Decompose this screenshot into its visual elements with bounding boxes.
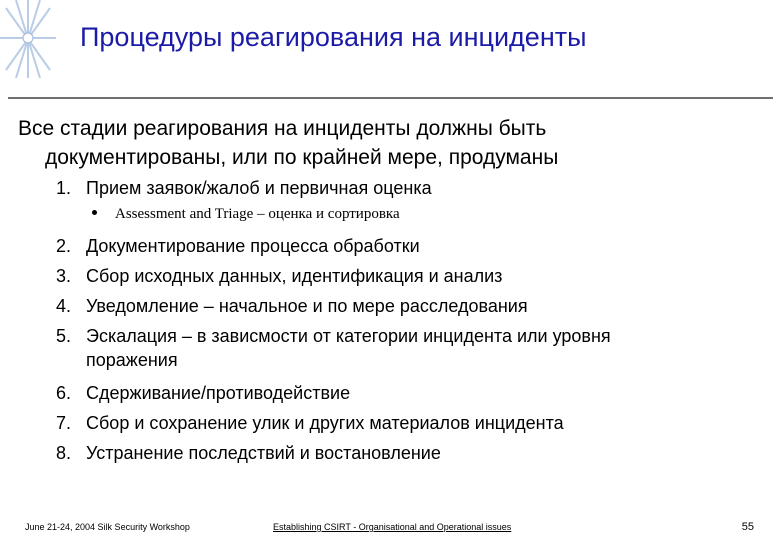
intro-line-1: Все стадии реагирования на инциденты должны быть <box>18 117 547 140</box>
list-item-text: Сдерживание/противодействие <box>86 383 351 403</box>
list-item-text: Устранение последствий и востановление <box>86 443 441 463</box>
list-item-number: 2. <box>56 236 72 256</box>
intro-text <box>18 114 758 172</box>
list-item-text-continuation: поражения <box>86 350 178 370</box>
list-item-6 <box>56 381 350 405</box>
title-divider <box>8 97 773 99</box>
list-item-number: 5. <box>56 326 72 346</box>
list-item-number: 3. <box>56 266 72 286</box>
list-item-text: Документирование процесса обработки <box>86 236 420 256</box>
list-item-number: 1. <box>56 178 72 198</box>
list-item-5 <box>56 324 611 372</box>
list-item-7 <box>56 411 564 435</box>
star-burst-icon <box>0 0 56 80</box>
list-item-number: 6. <box>56 383 72 403</box>
page-number: 55 <box>741 521 754 533</box>
list-item-number: 7. <box>56 413 72 433</box>
list-item-text: Уведомление – начальное и по мере расследования <box>86 296 528 316</box>
list-item-number: 4. <box>56 296 72 316</box>
list-item-1 <box>56 176 432 200</box>
footer-title-text: Establishing CSIRT - Organisational and Operational issues <box>273 522 512 532</box>
slide-title: Процедуры реагирования на инциденты <box>80 22 587 52</box>
sub-list-item <box>92 206 400 223</box>
bullet-dot-icon <box>92 210 97 215</box>
intro-line-2: документированы, или по крайней мере, продуманы <box>45 146 559 169</box>
footer-title <box>273 522 511 532</box>
list-item-number: 8. <box>56 443 72 463</box>
sub-list-item-text: Assessment and Triage – оценка и сортировка <box>115 206 400 222</box>
list-item-4 <box>56 294 528 318</box>
list-item-8 <box>56 441 441 465</box>
footer-event: June 21-24, 2004 Silk Security Workshop <box>25 522 190 532</box>
list-item-text: Сбор исходных данных, идентификация и анализ <box>86 266 503 286</box>
list-item-2 <box>56 234 420 258</box>
list-item-text: Эскалация – в зависмости от категории инцидента или уровня <box>86 326 611 346</box>
list-item-text: Сбор и сохранение улик и других материалов инцидента <box>86 413 564 433</box>
list-item-3 <box>56 264 502 288</box>
list-item-text: Прием заявок/жалоб и первичная оценка <box>86 178 432 198</box>
